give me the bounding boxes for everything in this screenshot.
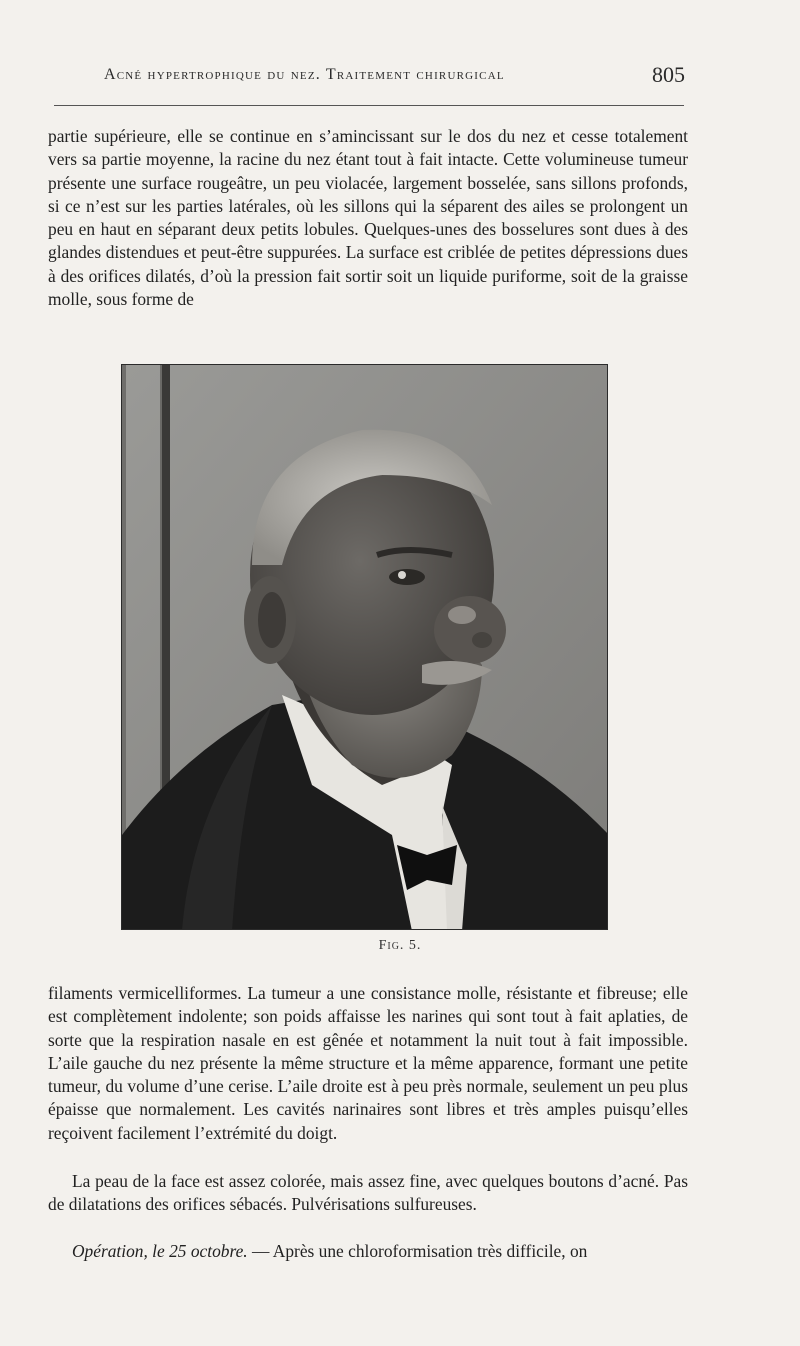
running-head <box>48 62 685 92</box>
figure-caption: Fig. 5. <box>378 938 422 953</box>
paragraph-2: filaments vermicelliformes. La tumeur a une consistance molle, résistante et fibreuse; elle est complètement indolente; son poids affaisse les narines qui sont tout à fait aplaties, de sorte que la respiration nasale en est gênée et notamment la nuit tout à fait impossible. L’aile gauche du nez présente la même structure et la même apparence, formant une petite tumeur, du volume d’une cerise. L’aile droite est à peu près normale, seulement un peu plus épaisse que normalement. Les cavités narinaires sont libres et très amples puisqu’elles reçoivent facilement l’extrémité du doigt. <box>48 983 688 1143</box>
portrait-photo <box>122 365 608 930</box>
paragraph-4-text: — Après une chloroformisation très difficile, on <box>247 1241 588 1261</box>
paragraph-3: La peau de la face est assez colorée, mais assez fine, avec quelques boutons d’acné. Pas de dilatations des orifices sébacés. Pulvérisations sulfureuses. <box>48 1171 688 1215</box>
paragraph-1: partie supérieure, elle se continue en s’amincissant sur le dos du nez et cesse totalement vers sa partie moyenne, la racine du nez étant tout à fait intacte. Cette volumineuse tumeur présente une surface rougeâtre, un peu violacée, largement bosselée, sans sillons profonds, si ce n’est sur les parties latérales, où les sillons qui la séparent des ailes se prolongent un peu en haut en séparant deux petits lobules. Quelques-unes des bosselures sont dues à des glandes distendues et peut-être suppurées. La surface est criblée de petites dépressions dues à des orifices dilatés, d’où la pression fait sortir soit un liquide puriforme, soit de la graisse molle, sous forme de <box>48 126 688 310</box>
paragraph-4 <box>48 1240 688 1263</box>
header-rule <box>54 105 684 106</box>
running-title: Acné hypertrophique du nez. Traitement chirurgical <box>104 66 505 83</box>
figure-photograph <box>121 364 608 930</box>
operation-date-heading: Opération, le 25 octobre. <box>72 1241 248 1261</box>
page-number: 805 <box>652 62 685 87</box>
